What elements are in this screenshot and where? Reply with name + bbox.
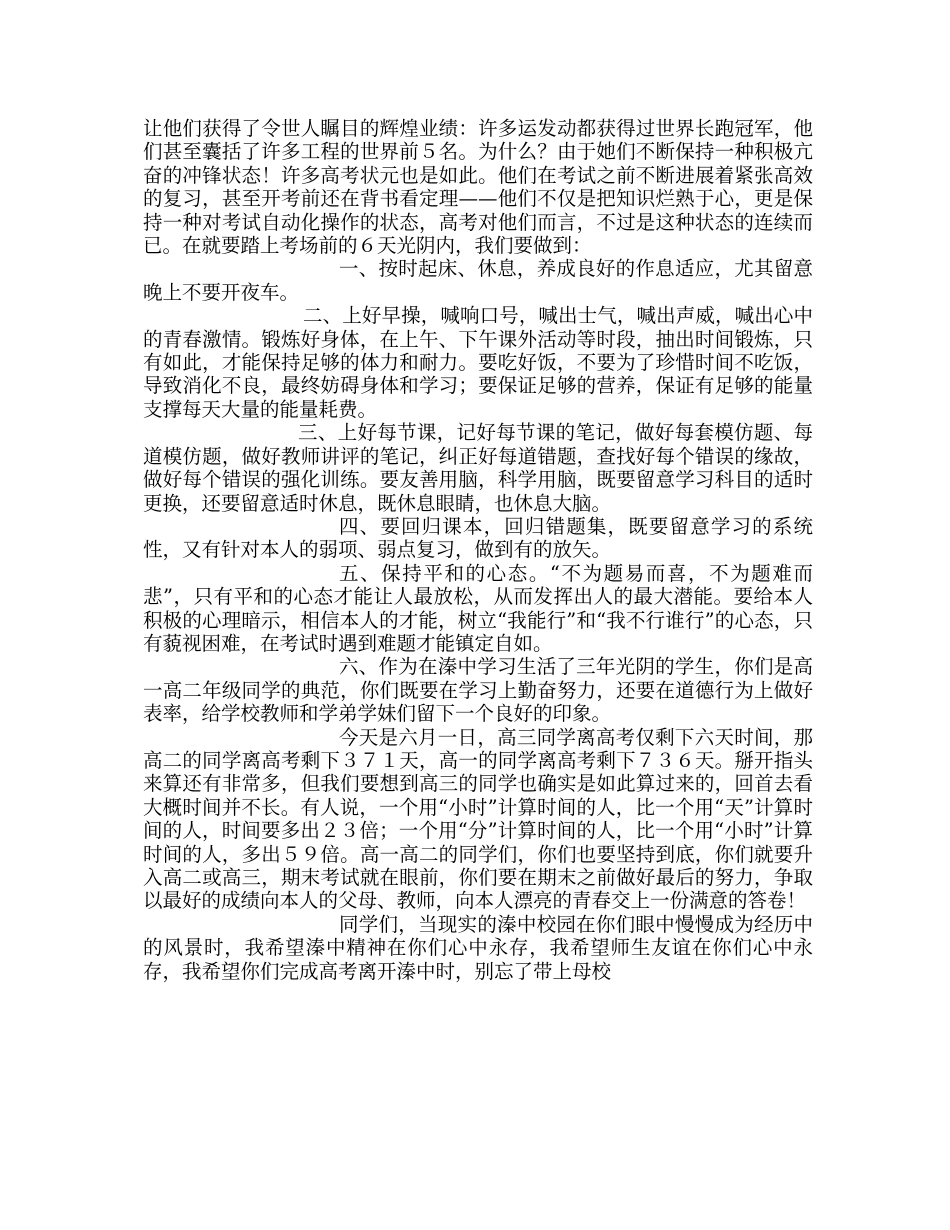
paragraph-closing: 同学们，当现实的溱中校园在你们眼中慢慢成为经历中的风景时，我希望溱中精神在你们心中永存，我希望师生友谊在你们心中永存，我希望你们完成高考离开溱中时，别忘了带上母校	[143, 912, 813, 983]
paragraph-item-3: 三、上好每节课，记好每节课的笔记，做好每套模仿题、每道模仿题，做好教师讲评的笔记，纠正好每道错题，查找好每个错误的缘故，做好每个错误的强化训练。要友善用脑，科学用脑，既要留意学习科目的适时更换，还要留意适时休息，既休息眼睛，也休息大脑。	[143, 421, 813, 515]
document-page	[143, 117, 813, 983]
paragraph-item-6: 六、作为在溱中学习生活了三年光阴的学生，你们是高一高二年级同学的典范，你们既要在学习上勤奋努力，还要在道德行为上做好表率，给学校教师和学弟学妹们留下一个良好的印象。	[143, 655, 813, 726]
paragraph-item-4: 四、要回归课本，回归错题集，既要留意学习的系统性，又有针对本人的弱项、弱点复习，做到有的放矢。	[143, 514, 813, 562]
paragraph-intro: 让他们获得了令世人瞩目的辉煌业绩：许多运发动都获得过世界长跑冠军，他们甚至囊括了许多工程的世界前５名。为什么？由于她们不断保持一种积极亢奋的冲锋状态！许多高考状元也是如此。他们在考试之前不断进展着紧张高效的复习，甚至开考前还在背书看定理——他们不仅是把知识烂熟于心，更是保持一种对考试自动化操作的状态，高考对他们而言，不过是这种状态的连续而已。在就要踏上考场前的６天光阴内，我们要做到：	[143, 117, 813, 258]
paragraph-countdown: 今天是六月一日，高三同学离高考仅剩下六天时间，那高二的同学离高考剩下３７１天，高一的同学离高考剩下７３６天。掰开指头来算还有非常多，但我们要想到高三的同学也确实是如此算过来的，回首去看大概时间并不长。有人说，一个用“小时”计算时间的人，比一个用“天”计算时间的人，时间要多出２３倍；一个用“分”计算时间的人，比一个用“小时”计算时间的人，多出５９倍。高一高二的同学们，你们也要坚持到底，你们就要升入高二或高三，期末考试就在眼前，你们要在期末之前做好最后的努力，争取以最好的成绩向本人的父母、教师，向本人漂亮的青春交上一份满意的答卷！	[143, 725, 813, 913]
paragraph-item-2: 二、上好早操，喊响口号，喊出士气，喊出声威，喊出心中的青春激情。锻炼好身体，在上午、下午课外活动等时段，抽出时间锻炼，只有如此，才能保持足够的体力和耐力。要吃好饭，不要为了珍惜时间不吃饭，导致消化不良，最终妨碍身体和学习；要保证足够的营养，保证有足够的能量支撑每天大量的能量耗费。	[143, 304, 813, 421]
paragraph-item-1: 一、按时起床、休息，养成良好的作息适应，尤其留意晚上不要开夜车。	[143, 257, 813, 304]
paragraph-item-5: 五、保持平和的心态。“不为题易而喜，不为题难而悲”，只有平和的心态才能让人最放松，从而发挥出人的最大潜能。要给本人积极的心理暗示，相信本人的才能，树立“我能行”和“我不行谁行”的心态，只有藐视困难，在考试时遇到难题才能镇定自如。	[143, 561, 813, 655]
